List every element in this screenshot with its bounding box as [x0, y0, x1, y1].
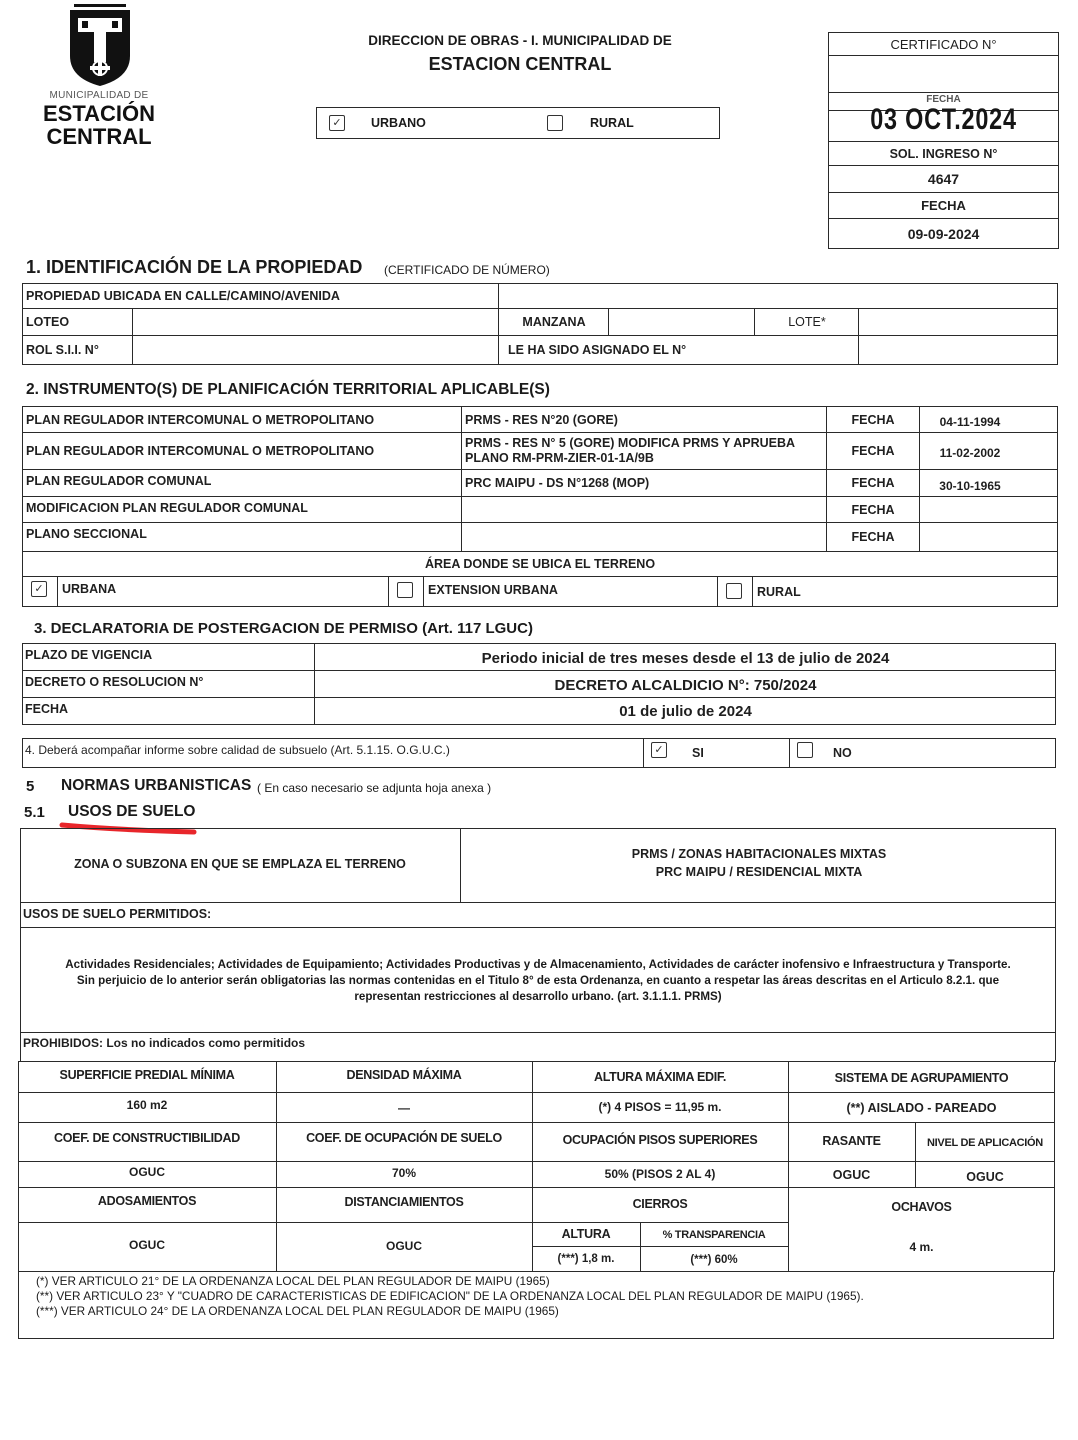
ochavos-label: OCHAVOS: [891, 1200, 952, 1214]
agrupamiento-value: (**) AISLADO - PAREADO: [846, 1101, 997, 1115]
ochavos-value: 4 m.: [909, 1240, 934, 1254]
constructibilidad-value: OGUC: [129, 1165, 165, 1179]
rasante-label: RASANTE: [822, 1134, 881, 1148]
zona-value-line1: PRMS / ZONAS HABITACIONALES MIXTAS: [631, 847, 887, 861]
section5-number: 5: [26, 778, 35, 795]
footnote-1: (*) VER ARTICULO 21° DE LA ORDENANZA LOCAL DEL PLAN REGULADOR DE MAIPU (1965): [36, 1274, 550, 1288]
plan-row-fecha-label: FECHA: [851, 476, 895, 490]
distanciamientos-label: DISTANCIAMIENTOS: [344, 1195, 464, 1209]
fecha2-value: 09-09-2024: [907, 225, 980, 242]
superficie-label: SUPERFICIE PREDIAL MÍNIMA: [59, 1068, 235, 1082]
permitidos-line1: Actividades Residenciales; Actividades de Equipamiento; Actividades Productivas y de Almacenamiento, Actividades de carácter inofensivo e Infraestructura y Transporte.: [65, 958, 1011, 971]
manzana-label: MANZANA: [522, 315, 586, 329]
loteo-label: LOTEO: [26, 315, 70, 329]
urbano-label: URBANO: [371, 116, 426, 130]
footnote-2: (**) VER ARTICULO 23° Y "CUADRO DE CARACTERISTICAS DE EDIFICACION" DE LA ORDENANZA LOCAL DEL PLAN REGULADOR DE MAIPU (1965).: [36, 1289, 864, 1303]
subsuelo-no-label: NO: [833, 746, 852, 760]
area-rural-label: RURAL: [757, 585, 801, 599]
rol-input[interactable]: [134, 337, 496, 363]
rural-checkbox[interactable]: [547, 115, 563, 131]
plazo-value: Periodo inicial de tres meses desde el 13 de julio de 2024: [481, 649, 890, 667]
asignado-input[interactable]: [860, 337, 1056, 363]
densidad-label: DENSIDAD MÁXIMA: [346, 1068, 462, 1082]
altura-label: ALTURA MÁXIMA EDIF.: [593, 1070, 727, 1084]
subsuelo-text: 4. Deberá acompañar informe sobre calidad de subsuelo (Art. 5.1.15. O.G.U.C.): [25, 743, 450, 757]
zona-label: ZONA O SUBZONA EN QUE SE EMPLAZA EL TERRENO: [74, 857, 406, 871]
logo-name-line2: CENTRAL: [46, 124, 152, 149]
logo-top-text: MUNICIPALIDAD DE: [49, 90, 149, 101]
permitidos-label: USOS DE SUELO PERMITIDOS:: [23, 907, 212, 921]
urbano-checkbox[interactable]: ✓: [329, 115, 345, 131]
altura-value: (*) 4 PISOS = 11,95 m.: [598, 1100, 722, 1114]
nivel-aplicacion-value: OGUC: [966, 1170, 1004, 1184]
plan-row-fecha: 04-11-1994: [939, 414, 1001, 429]
plan-row-label: PLANO SECCIONAL: [26, 527, 147, 541]
asignado-label: LE HA SIDO ASIGNADO EL N°: [508, 343, 687, 357]
plan-row-fecha: 30-10-1965: [939, 479, 1001, 493]
plazo-label: PLAZO DE VIGENCIA: [25, 648, 153, 662]
plan-row-label: PLAN REGULADOR INTERCOMUNAL O METROPOLITANO: [26, 444, 375, 458]
densidad-value: —: [398, 1101, 410, 1115]
rural-label: RURAL: [590, 116, 634, 130]
decreto-label: DECRETO O RESOLUCION N°: [25, 675, 204, 689]
plan-row-value: PRC MAIPU - DS N°1268 (MOP): [465, 476, 650, 490]
footnotes: [36, 1274, 864, 1319]
rasante-value: OGUC: [832, 1168, 871, 1182]
distanciamientos-value: OGUC: [386, 1239, 422, 1253]
rol-label: ROL S.I.I. N°: [26, 343, 99, 357]
plan-row-value: PRMS - RES N° 5 (GORE) MODIFICA PRMS Y APRUEBA PLANO RM-PRM-ZIER-01-1A/9B: [465, 436, 795, 465]
plan-row-value[interactable]: [463, 524, 825, 550]
ocupacion-label: COEF. DE OCUPACIÓN DE SUELO: [306, 1131, 502, 1145]
plan-row-label: PLAN REGULADOR INTERCOMUNAL O METROPOLITANO: [26, 412, 375, 427]
section3-title: 3. DECLARATORIA DE POSTERGACION DE PERMISO (Art. 117 LGUC): [34, 620, 533, 637]
cert-number-value: [828, 56, 1059, 92]
plan-row-fecha[interactable]: [921, 498, 1056, 521]
header-title-line1: DIRECCION DE OBRAS - I. MUNICIPALIDAD DE: [368, 33, 672, 48]
cert-number-label: CERTIFICADO N°: [890, 36, 997, 52]
permitidos-text: [22, 957, 1054, 1005]
section5-title: NORMAS URBANISTICAS: [61, 777, 252, 794]
fecha-label: FECHA: [25, 702, 69, 716]
area-urbana-label: URBANA: [62, 582, 117, 596]
section51-title: USOS DE SUELO: [68, 803, 196, 820]
calle-label: PROPIEDAD UBICADA EN CALLE/CAMINO/AVENIDA: [26, 289, 340, 303]
section5-note: ( En caso necesario se adjunta hoja anexa ): [257, 781, 492, 795]
cierros-altura-label: ALTURA: [561, 1227, 611, 1241]
lote-label: LOTE*: [788, 315, 826, 329]
footnote-3: (***) VER ARTICULO 24° DE LA ORDENANZA LOCAL DEL PLAN REGULADOR DE MAIPU (1965): [36, 1304, 559, 1318]
coat-of-arms-icon: [66, 4, 134, 88]
cierros-transparencia-label: % TRANSPARENCIA: [662, 1229, 766, 1241]
received-date-stamp: 03 OCT.2024: [870, 103, 1017, 136]
ocupacion-value: 70%: [391, 1166, 417, 1180]
cierros-altura-value: (***) 1,8 m.: [557, 1253, 615, 1265]
plan-row-label: PLAN REGULADOR COMUNAL: [26, 474, 212, 488]
plan-row-fecha-label: FECHA: [851, 412, 895, 427]
area-title: ÁREA DONDE SE UBICA EL TERRENO: [424, 557, 656, 571]
plan-row-fecha[interactable]: [921, 524, 1056, 550]
prohibidos-text: PROHIBIDOS: Los no indicados como permitidos: [23, 1036, 306, 1050]
fecha2-label: FECHA: [921, 198, 966, 213]
pisos-superiores-label: OCUPACIÓN PISOS SUPERIORES: [562, 1133, 758, 1147]
section2-title: 2. INSTRUMENTO(S) DE PLANIFICACIÓN TERRITORIAL APLICABLE(S): [26, 381, 550, 398]
lote-input[interactable]: [860, 310, 1056, 334]
constructibilidad-label: COEF. DE CONSTRUCTIBILIDAD: [54, 1131, 240, 1145]
header-title-line2: ESTACION CENTRAL: [428, 54, 612, 74]
adosamientos-value: OGUC: [129, 1238, 165, 1252]
calle-input[interactable]: [500, 285, 1056, 307]
plan-row-fecha-label: FECHA: [851, 444, 895, 458]
cierros-transparencia-value: (***) 60%: [690, 1254, 738, 1266]
decreto-value: DECRETO ALCALDICIO N°: 750/2024: [554, 676, 817, 694]
plan-row-label: MODIFICACION PLAN REGULADOR COMUNAL: [26, 501, 308, 515]
plan-row-value: PRMS - RES N°20 (GORE): [465, 412, 618, 427]
section51-number: 5.1: [24, 804, 45, 821]
zona-value-line2: PRC MAIPU / RESIDENCIAL MIXTA: [655, 865, 863, 879]
subsuelo-no-checkbox[interactable]: [797, 742, 813, 758]
cert-fecha-label: FECHA: [926, 93, 961, 105]
area-extension-checkbox[interactable]: [397, 582, 413, 598]
sol-ingreso-label: SOL. INGRESO N°: [889, 146, 998, 161]
nivel-aplicacion-label: NIVEL DE APLICACIÓN: [927, 1137, 1043, 1149]
adosamientos-label: ADOSAMIENTOS: [97, 1194, 197, 1208]
plan-row-fecha-label: FECHA: [851, 530, 895, 544]
zone-selector: [316, 107, 720, 139]
manzana-input[interactable]: [610, 310, 752, 334]
subsuelo-si-label: SI: [692, 746, 704, 760]
section1-title: 1. IDENTIFICACIÓN DE LA PROPIEDAD: [26, 257, 363, 277]
cierros-label: CIERROS: [632, 1197, 688, 1211]
subsuelo-si-checkbox[interactable]: ✓: [651, 742, 667, 758]
permitidos-line2: Sin perjuicio de lo anterior serán obligatorias las normas contenidas en el Titulo 8° de esta Ordenanza, en cuanto a respetar las áreas descritas en el Articulo 8.2.1. que: [76, 974, 1000, 987]
fecha-value: 01 de julio de 2024: [619, 703, 752, 720]
permitidos-line3: representan restricciones al desarrollo urbano. (art. 3.1.1.1. PRMS): [354, 990, 722, 1003]
plan-row-value[interactable]: [463, 498, 825, 521]
superficie-value: 160 m2: [126, 1098, 168, 1112]
area-rural-checkbox[interactable]: [726, 583, 742, 599]
plan-row-fecha: 11-02-2002: [939, 446, 1001, 460]
agrupamiento-label: SISTEMA DE AGRUPAMIENTO: [834, 1071, 1009, 1085]
area-urbana-checkbox[interactable]: ✓: [31, 581, 47, 597]
section1-subtitle: (CERTIFICADO DE NÚMERO): [384, 263, 550, 277]
logo-name-line1: ESTACIÓN: [42, 101, 156, 126]
area-extension-label: EXTENSION URBANA: [428, 583, 558, 597]
loteo-input[interactable]: [134, 310, 496, 334]
sol-ingreso-value: 4647: [927, 171, 960, 187]
pisos-superiores-value: 50% (PISOS 2 AL 4): [604, 1167, 716, 1181]
plan-row-fecha-label: FECHA: [851, 502, 895, 517]
